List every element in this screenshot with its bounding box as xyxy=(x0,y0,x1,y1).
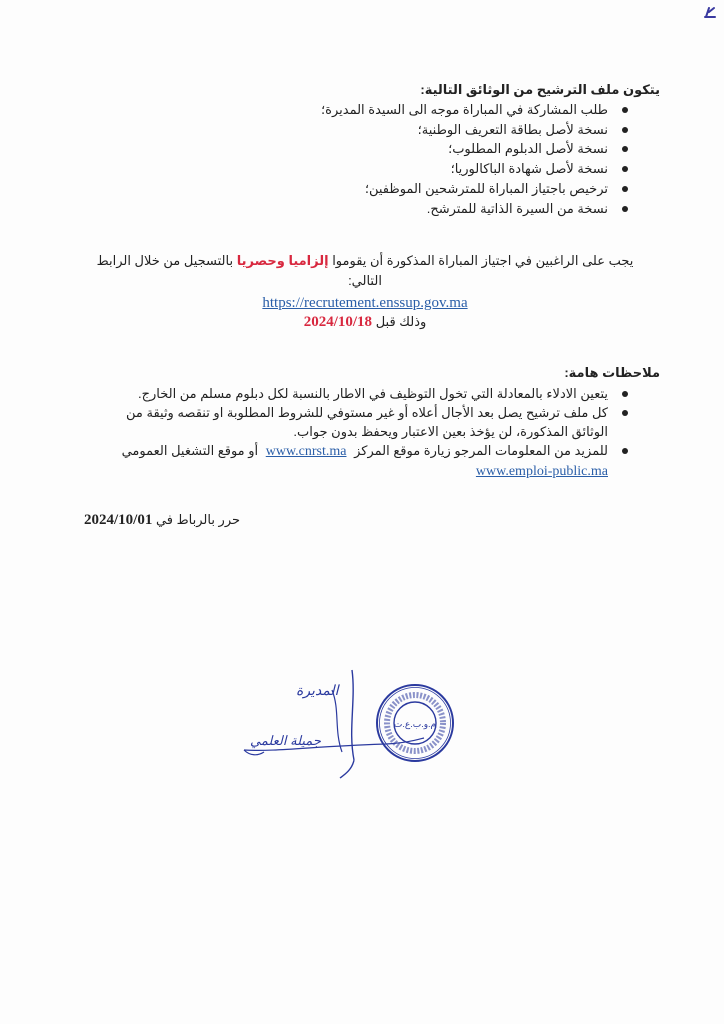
bullet-icon xyxy=(622,127,628,133)
bullet-icon xyxy=(622,107,628,113)
list-item-text-middle: أو موقع التشغيل العمومي xyxy=(121,443,259,458)
documents-list xyxy=(321,100,632,218)
registration-highlight: إلزاميا وحصريا xyxy=(236,253,329,268)
bullet-icon xyxy=(622,146,628,152)
bullet-icon xyxy=(622,448,628,454)
signature-block xyxy=(236,660,466,780)
registration-link[interactable]: https://recrutement.enssup.gov.ma xyxy=(262,295,468,311)
list-item xyxy=(112,441,632,481)
official-stamp xyxy=(374,682,456,764)
director-title: المديرة xyxy=(296,682,339,698)
list-item-text: ترخيص باجتياز المباراة للمترشحين الموظفين؛ xyxy=(364,180,608,196)
cnrst-link[interactable]: www.cnrst.ma xyxy=(265,444,347,459)
registration-paragraph xyxy=(80,251,650,291)
director-name: جميلة العلمي xyxy=(250,733,321,748)
notes-list xyxy=(112,384,632,481)
list-item xyxy=(321,139,632,159)
bullet-icon xyxy=(622,391,628,397)
list-item-text: كل ملف ترشيح يصل بعد الأجال أعلاه أو غير مستوفي للشروط المطلوبة او تنقصه وثيقة من الوثائق المذكورة، لن يؤخذ بعين الاعتبار ويحفظ بدون جواب. xyxy=(126,405,608,439)
bullet-icon xyxy=(622,410,628,416)
registration-text-after: بالتسجيل من خلال الرابط التالي: xyxy=(96,253,382,288)
list-item xyxy=(321,179,632,199)
signed-prefix: حرر بالرباط في xyxy=(155,512,241,527)
list-item xyxy=(321,159,632,179)
list-item-text: نسخة لأصل الدبلوم المطلوب؛ xyxy=(448,141,608,157)
list-item xyxy=(321,120,632,140)
handwritten-corner-mark xyxy=(700,2,720,22)
list-item-text: للمزيد من المعلومات المرجو زيارة موقع المركز xyxy=(354,443,608,458)
list-item-text: نسخة لأصل بطاقة التعريف الوطنية؛ xyxy=(417,121,608,137)
registration-text-before: يجب على الراغبين في اجتياز المباراة المذكورة أن يقوموا xyxy=(332,253,634,268)
list-item xyxy=(321,100,632,120)
deadline-date: 2024/10/18 xyxy=(303,314,373,330)
bullet-icon xyxy=(622,166,628,172)
documents-heading: يتكون ملف الترشيح من الوثائق التالية: xyxy=(420,82,660,97)
list-item-text: طلب المشاركة في المباراة موجه الى السيدة المديرة؛ xyxy=(321,102,608,117)
deadline-line xyxy=(80,314,650,331)
signed-date: 2024/10/01 xyxy=(84,512,153,528)
bullet-icon xyxy=(622,186,628,192)
list-item xyxy=(112,384,632,403)
signed-place-date xyxy=(84,512,240,529)
list-item-text: يتعين الادلاء بالمعادلة التي تخول التوظيف في الاطار بالنسبة لكل دبلوم مسلم من الخارج. xyxy=(137,386,608,401)
stamp-center-text: م.و.ب.ع.ت xyxy=(393,719,437,729)
list-item-text: نسخة لأصل شهادة الباكالوريا؛ xyxy=(450,161,608,177)
emploi-public-link[interactable]: www.emploi-public.ma xyxy=(475,464,608,479)
list-item-text: نسخة من السيرة الذاتية للمترشح. xyxy=(426,200,608,216)
list-item xyxy=(112,403,632,441)
registration-link-line xyxy=(80,294,650,312)
notes-heading: ملاحظات هامة: xyxy=(564,365,660,380)
bullet-icon xyxy=(622,206,628,212)
list-item xyxy=(321,199,632,219)
deadline-prefix: وذلك قبل xyxy=(375,314,427,329)
